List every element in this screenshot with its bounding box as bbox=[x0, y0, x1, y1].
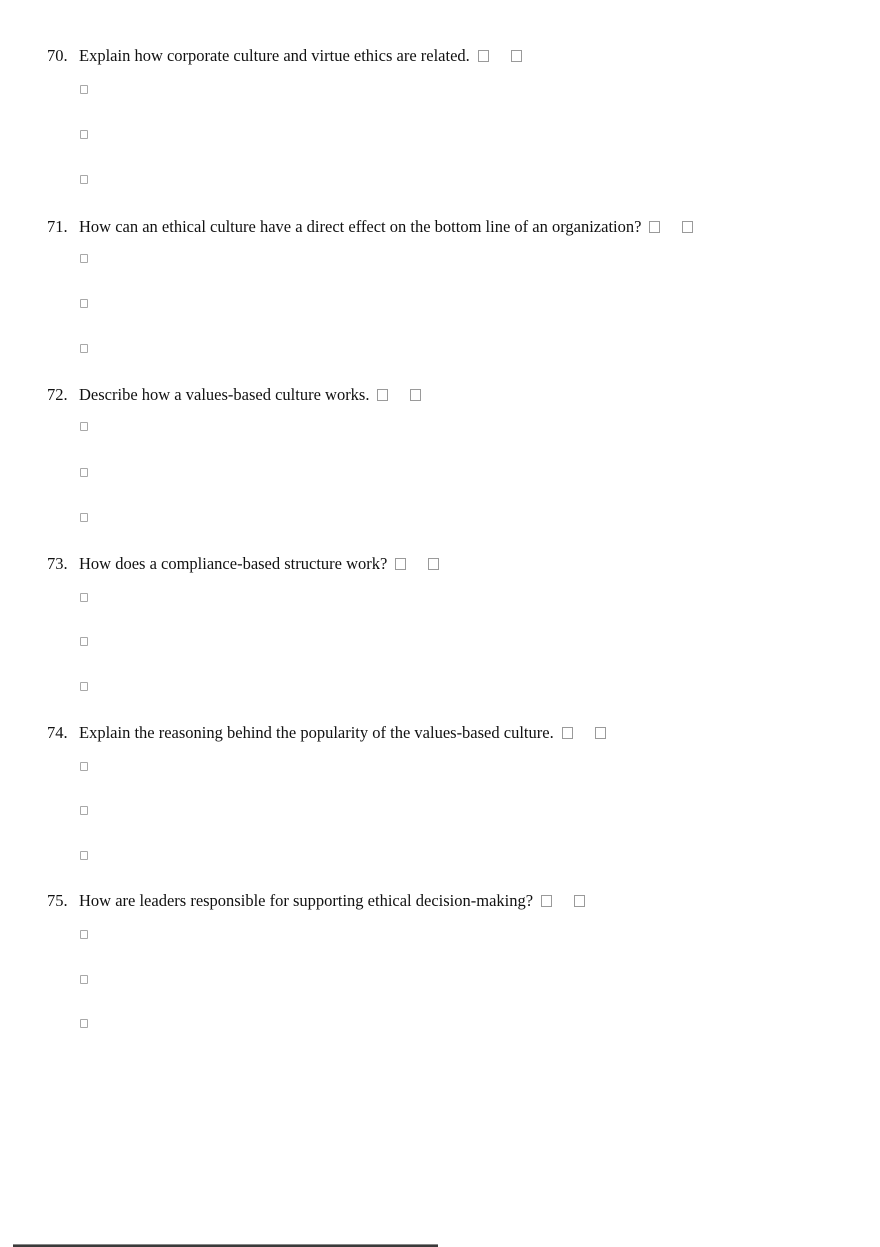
answer-bullet-box-icon bbox=[80, 930, 88, 939]
answer-bullet-box-icon bbox=[80, 593, 88, 602]
answer-bullet-box-icon bbox=[80, 175, 88, 184]
answer-bullet-box-icon bbox=[80, 468, 88, 477]
question-73 bbox=[47, 554, 439, 574]
question-number: 70. bbox=[47, 46, 68, 65]
missing-glyph-box-icon bbox=[574, 895, 585, 907]
answer-bullet-box-icon bbox=[80, 299, 88, 308]
answer-bullet-box-icon bbox=[80, 1019, 88, 1028]
question-text: Explain how corporate culture and virtue ethics are related. bbox=[79, 46, 470, 65]
question-number: 73. bbox=[47, 554, 68, 573]
answer-bullet-box-icon bbox=[80, 513, 88, 522]
question-71 bbox=[47, 217, 693, 237]
question-text: How are leaders responsible for supporting ethical decision-making? bbox=[79, 891, 534, 910]
missing-glyph-box-icon bbox=[562, 727, 573, 739]
missing-glyph-box-icon bbox=[511, 50, 522, 62]
question-70 bbox=[47, 46, 522, 66]
missing-glyph-box-icon bbox=[428, 558, 439, 570]
answer-bullet-box-icon bbox=[80, 85, 88, 94]
answer-bullet-box-icon bbox=[80, 130, 88, 139]
missing-glyph-box-icon bbox=[682, 221, 693, 233]
question-text: How can an ethical culture have a direct effect on the bottom line of an organization? bbox=[79, 217, 642, 236]
question-text: Describe how a values-based culture works. bbox=[79, 385, 370, 404]
answer-bullet-box-icon bbox=[80, 762, 88, 771]
missing-glyph-box-icon bbox=[410, 389, 421, 401]
answer-bullet-box-icon bbox=[80, 682, 88, 691]
missing-glyph-box-icon bbox=[377, 389, 388, 401]
answer-bullet-box-icon bbox=[80, 344, 88, 353]
missing-glyph-box-icon bbox=[649, 221, 660, 233]
missing-glyph-box-icon bbox=[478, 50, 489, 62]
question-number: 71. bbox=[47, 217, 68, 236]
answer-bullet-box-icon bbox=[80, 254, 88, 263]
answer-bullet-box-icon bbox=[80, 851, 88, 860]
question-number: 72. bbox=[47, 385, 68, 404]
answer-bullet-box-icon bbox=[80, 975, 88, 984]
question-text: How does a compliance-based structure work? bbox=[79, 554, 388, 573]
question-75 bbox=[47, 891, 585, 911]
answer-bullet-box-icon bbox=[80, 637, 88, 646]
missing-glyph-box-icon bbox=[541, 895, 552, 907]
answer-bullet-box-icon bbox=[80, 806, 88, 815]
question-74 bbox=[47, 723, 606, 743]
question-number: 75. bbox=[47, 891, 68, 910]
question-number: 74. bbox=[47, 723, 68, 742]
answer-bullet-box-icon bbox=[80, 422, 88, 431]
question-text: Explain the reasoning behind the popularity of the values-based culture. bbox=[79, 723, 554, 742]
question-72 bbox=[47, 385, 421, 405]
missing-glyph-box-icon bbox=[395, 558, 406, 570]
missing-glyph-box-icon bbox=[595, 727, 606, 739]
